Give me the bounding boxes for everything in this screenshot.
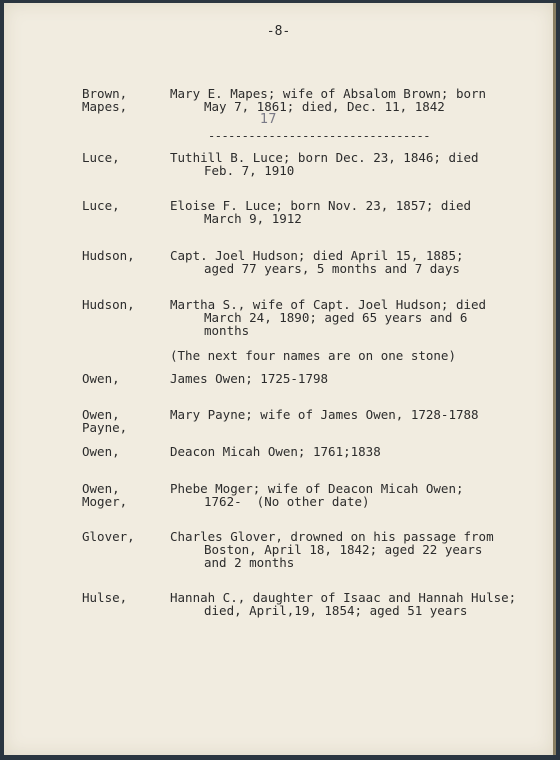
entry-text xyxy=(170,249,540,275)
surname: Hulse, xyxy=(82,590,128,605)
entry-text xyxy=(170,530,540,569)
entry-line: Mary Payne; wife of James Owen, 1728-1788 xyxy=(170,407,479,422)
entry-line: died, April,19, 1854; aged 51 years xyxy=(204,603,468,618)
page-number: -8- xyxy=(266,24,291,39)
entry-line: Charles Glover, drowned on his passage from xyxy=(170,529,494,544)
surname-label xyxy=(82,408,166,434)
entry-text xyxy=(170,199,540,225)
entry-line: Eloise F. Luce; born Nov. 23, 1857; died xyxy=(170,198,472,213)
entry-line: March 9, 1912 xyxy=(204,211,302,226)
surname: Hudson, xyxy=(82,297,135,312)
surname: Brown, xyxy=(82,86,128,101)
surname: Payne, xyxy=(82,420,128,435)
separator-line: --------------------------------- xyxy=(208,129,430,143)
entry-line: May 7, 1861; died, Dec. 11, 1842 xyxy=(204,99,445,114)
entry-line: months xyxy=(204,323,250,338)
surname: Owen, xyxy=(82,481,120,496)
surname: Owen, xyxy=(82,407,120,422)
surname: Moger, xyxy=(82,494,128,509)
surname-label xyxy=(82,249,166,262)
surname-label xyxy=(82,298,166,311)
surname-label xyxy=(82,151,166,164)
entry-text xyxy=(170,151,540,177)
entry-line: Deacon Micah Owen; 1761;1838 xyxy=(170,444,381,459)
entry-text xyxy=(170,408,540,421)
entry-line: and 2 months xyxy=(204,555,295,570)
document-page xyxy=(4,3,556,755)
entry-line: Tuthill B. Luce; born Dec. 23, 1846; died xyxy=(170,150,479,165)
surname-label xyxy=(82,530,166,543)
entry-line: 1762- (No other date) xyxy=(204,494,370,509)
stone-note: (The next four names are on one stone) xyxy=(170,348,456,363)
entry-line: Phebe Moger; wife of Deacon Micah Owen; xyxy=(170,481,464,496)
surname: Glover, xyxy=(82,529,135,544)
entry-text xyxy=(170,372,540,385)
entry-text xyxy=(170,445,540,458)
surname-label xyxy=(82,199,166,212)
entry-line: James Owen; 1725-1798 xyxy=(170,371,329,386)
surname-label xyxy=(82,445,166,458)
entry-line: Capt. Joel Hudson; died April 15, 1885; xyxy=(170,248,464,263)
surname: Hudson, xyxy=(82,248,135,263)
entry-text xyxy=(170,298,540,337)
entry-text xyxy=(170,591,540,617)
pencil-annotation: 17 xyxy=(260,112,277,127)
entry-line: Boston, April 18, 1842; aged 22 years xyxy=(204,542,483,557)
surname: Owen, xyxy=(82,444,120,459)
entry-text xyxy=(170,482,540,508)
surname: Mapes, xyxy=(82,99,128,114)
surname-label xyxy=(82,87,166,113)
entry-line: Feb. 7, 1910 xyxy=(204,163,295,178)
entry-line: Martha S., wife of Capt. Joel Hudson; died xyxy=(170,297,487,312)
surname: Luce, xyxy=(82,198,120,213)
surname: Luce, xyxy=(82,150,120,165)
surname: Owen, xyxy=(82,371,120,386)
surname-label xyxy=(82,591,166,604)
entry-text xyxy=(170,87,540,113)
entry-line: Hannah C., daughter of Isaac and Hannah Hulse; xyxy=(170,590,517,605)
surname-label xyxy=(82,482,166,508)
entry-line: Mary E. Mapes; wife of Absalom Brown; born xyxy=(170,86,487,101)
entry-line: aged 77 years, 5 months and 7 days xyxy=(204,261,460,276)
entry-line: March 24, 1890; aged 65 years and 6 xyxy=(204,310,468,325)
surname-label xyxy=(82,372,166,385)
